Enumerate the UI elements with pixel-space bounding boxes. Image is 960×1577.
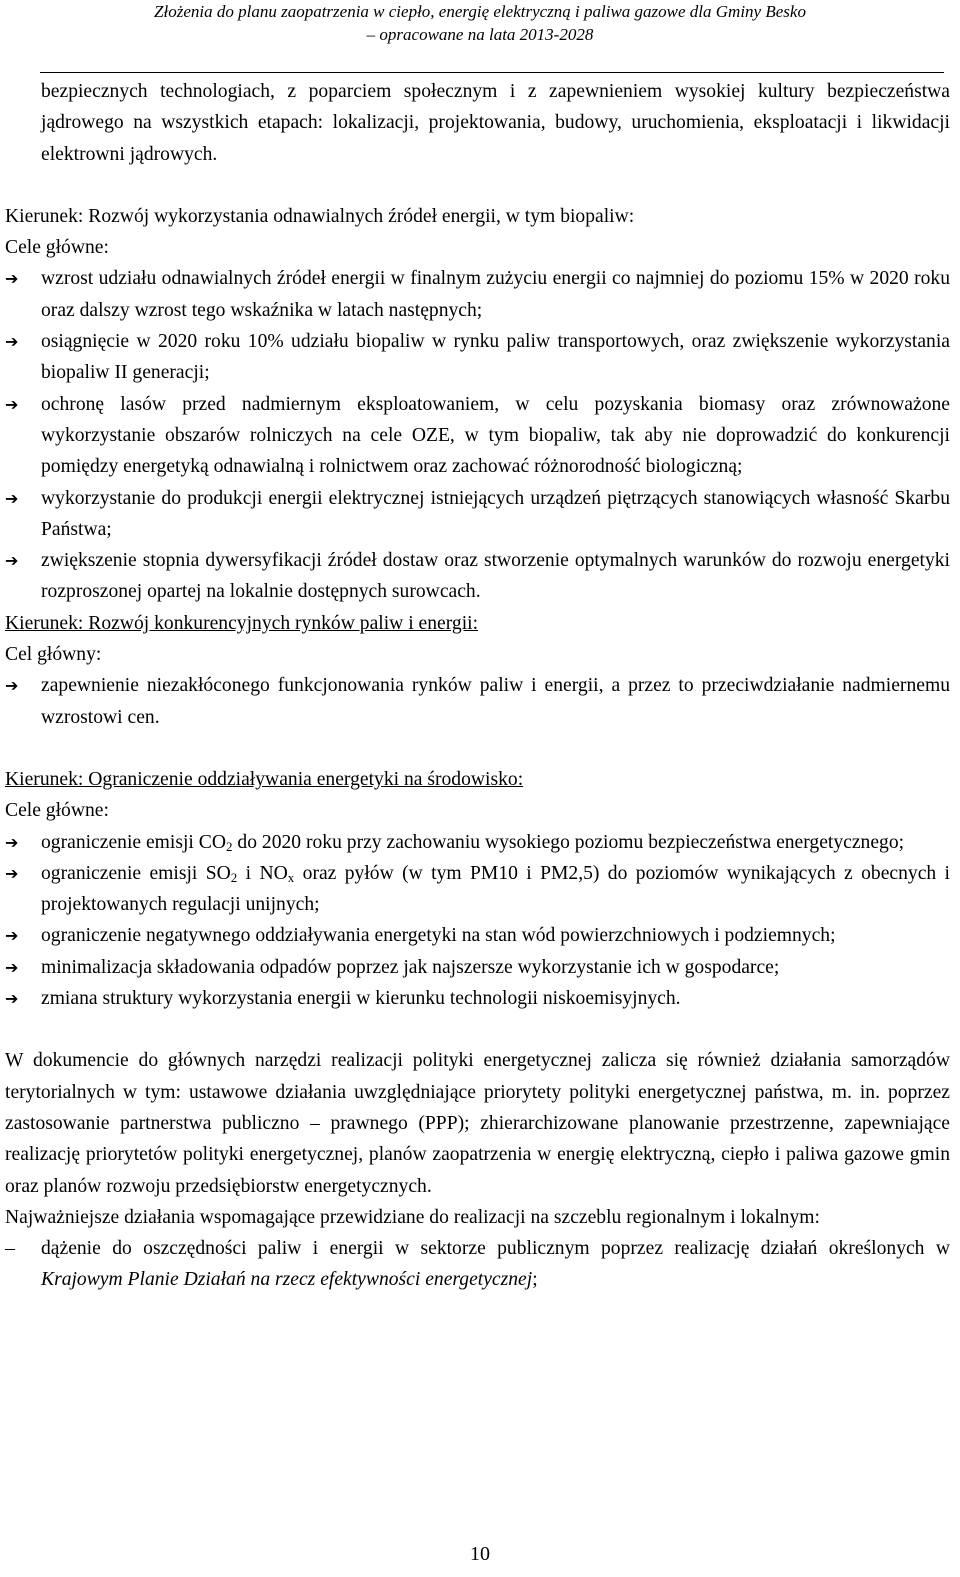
list-item: ➔ zapewnienie niezakłóconego funkcjonowania rynków paliw i energii, a przez to przeciwdziałanie nadmiernemu wzrostowi cen. xyxy=(0,670,960,733)
page-header xyxy=(0,0,960,46)
arrow-right-icon: ➔ xyxy=(5,863,19,883)
section-subheading-environment: Cele główne: xyxy=(5,800,109,822)
list-item: ➔ minimalizacja składowania odpadów poprzez jak najszersze wykorzystanie ich w gospodarce; xyxy=(0,952,960,983)
section-heading-markets: Kierunek: Rozwój konkurencyjnych rynków paliw i energii: xyxy=(5,612,479,634)
header-divider xyxy=(40,72,944,73)
list-item: ➔ wykorzystanie do produkcji energii elektrycznej istniejących urządzeń piętrzących stanowiących własność Skarbu Państwa; xyxy=(0,483,960,546)
bullet-list-markets xyxy=(0,670,960,733)
arrow-right-icon: ➔ xyxy=(5,332,19,352)
section-heading-oze: Kierunek: Rozwój wykorzystania odnawialnych źródeł energii, w tym biopaliw: xyxy=(5,205,635,227)
arrow-right-icon: ➔ xyxy=(5,269,19,289)
arrow-right-icon: ➔ xyxy=(5,989,19,1009)
intro-paragraph: bezpiecznych technologiach, z poparciem społecznym i z zapewnieniem wysokiej kultury bezpieczeństwa jądrowego na wszystkich etapach: lokalizacji, projektowania, budowy, uruchomienia, eksploatacji i likwidacji elektrowni jądrowych. xyxy=(41,81,950,165)
section-subheading-markets: Cel główny: xyxy=(5,644,102,666)
arrow-right-icon: ➔ xyxy=(5,957,19,977)
arrow-right-icon: ➔ xyxy=(5,488,19,508)
list-item: ➔ zwiększenie stopnia dywersyfikacji źródeł dostaw oraz stworzenie optymalnych warunków do rozwoju energetyki rozproszonej opartej na lokalnie dostępnych surowcach. xyxy=(0,545,960,608)
document-body xyxy=(0,76,960,1296)
header-subtitle: – opracowane na lata 2013-2028 xyxy=(366,25,594,44)
list-item: ➔ ograniczenie emisji $SO_2$ i $NO_x$ oraz pyłów (w tym PM10 i PM2,5) do poziomów wynikających z obecnych i projektowanych regulacji unijnych; xyxy=(0,858,960,921)
dash-icon: – xyxy=(5,1237,15,1260)
closing-paragraph-2: Najważniejsze działania wspomagające przewidziane do realizacji na szczeblu regionalnym i lokalnym: xyxy=(5,1206,820,1228)
section-subheading-oze: Cele główne: xyxy=(5,237,109,259)
closing-paragraph-1: W dokumencie do głównych narzędzi realizacji polityki energetycznej zalicza się również działania samorządów terytorialnych w tym: ustawowe działania uwzględniające priorytety polityki energetycznej państwa, m. in. poprzez zastosowanie partnerstwa publiczno – prawnego (PPP); zhierarchizowane planowanie przestrzenne, zapewniające realizację priorytetów polityki energetycznej, planów zaopatrzenia w energię elektryczną, ciepło i paliwa gazowe gmin oraz planów rozwoju przedsiębiorstw energetycznych. xyxy=(5,1050,950,1197)
dash-list-item: – dążenie do oszczędności paliw i energii w sektorze publicznym poprzez realizację działań określonych w Krajowym Planie Działań na rzecz efektywności energetycznej; xyxy=(0,1233,960,1296)
list-item: ➔ ograniczenie emisji $CO_2$ do 2020 roku przy zachowaniu wysokiego poziomu bezpieczeństwa energetycznego; xyxy=(0,827,960,858)
arrow-right-icon: ➔ xyxy=(5,676,19,696)
list-item: ➔ ograniczenie negatywnego oddziaływania energetyki na stan wód powierzchniowych i podziemnych; xyxy=(0,920,960,951)
list-item: ➔ ochronę lasów przed nadmiernym eksploatowaniem, w celu pozyskania biomasy oraz zrównoważone wykorzystanie obszarów rolniczych na cele OZE, w tym biopaliw, tak aby nie doprowadzić do konkurencji pomiędzy energetyką odnawialną i rolnictwem oraz zachować różnorodność biologiczną; xyxy=(0,389,960,483)
list-item: ➔ zmiana struktury wykorzystania energii w kierunku technologii niskoemisyjnych. xyxy=(0,983,960,1014)
arrow-right-icon: ➔ xyxy=(5,832,19,852)
arrow-right-icon: ➔ xyxy=(5,926,19,946)
section-heading-environment: Kierunek: Ograniczenie oddziaływania energetyki na środowisko: xyxy=(5,768,524,790)
arrow-right-icon: ➔ xyxy=(5,551,19,571)
bullet-list-environment xyxy=(0,827,960,1015)
arrow-right-icon: ➔ xyxy=(5,394,19,414)
header-title: Złożenia do planu zaopatrzenia w ciepło, energię elektryczną i paliwa gazowe dla Gminy Besko xyxy=(154,2,806,21)
bullet-list-oze xyxy=(0,263,960,607)
list-item: ➔ osiągnięcie w 2020 roku 10% udziału biopaliw w rynku paliw transportowych, oraz zwiększenie wykorzystania biopaliw II generacji; xyxy=(0,326,960,389)
list-item: ➔ wzrost udziału odnawialnych źródeł energii w finalnym zużyciu energii co najmniej do poziomu 15% w 2020 roku oraz dalszy wzrost tego wskaźnika w latach następnych; xyxy=(0,263,960,326)
page-number: 10 xyxy=(470,1543,490,1565)
